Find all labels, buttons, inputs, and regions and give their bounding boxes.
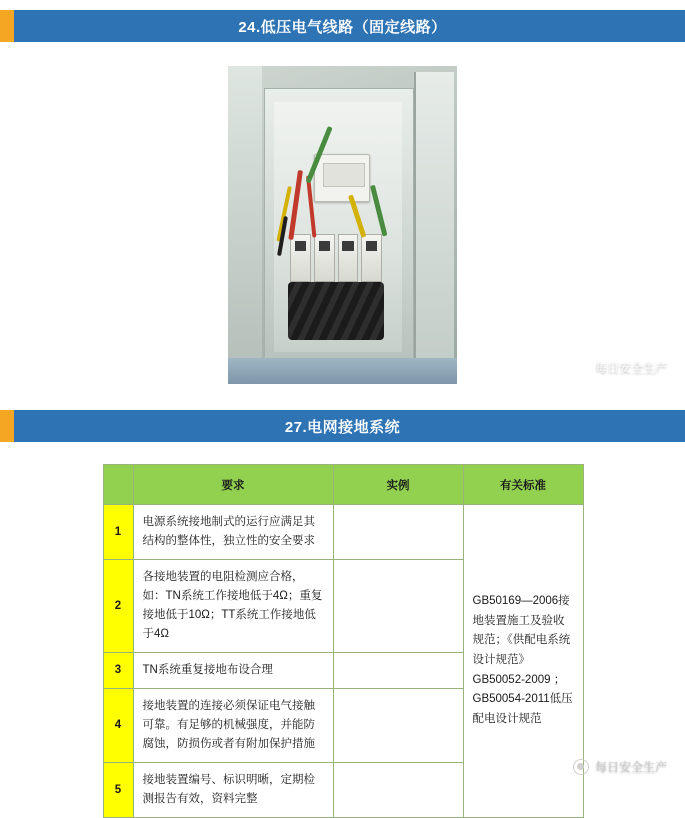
photo-watermark: [573, 359, 667, 376]
row-sample: [333, 652, 463, 688]
table-header-requirement: 要求: [133, 465, 333, 505]
row-sample: [333, 505, 463, 560]
photo-breaker: [314, 234, 335, 282]
row-standard: GB50169—2006接地装置施工及验收规范；《供配电系统设计规范》GB50052-2009 ；GB50054-2011低压配电设计规范: [463, 505, 583, 818]
section-2-title-wrap: [0, 410, 685, 442]
table-row: [103, 505, 583, 560]
photo-wall-left: [228, 66, 262, 384]
grounding-requirements-table: [103, 464, 584, 818]
row-requirement: 电源系统接地制式的运行应满足其结构的整体性，独立性的安全要求: [133, 505, 333, 560]
table-header-index: [103, 465, 133, 505]
row-index: 5: [103, 762, 133, 817]
photo-cabinet-door: [414, 72, 454, 372]
photo-block: [0, 54, 685, 392]
row-index: 1: [103, 505, 133, 560]
grounding-requirements-table-wrap: [103, 464, 583, 818]
table-header-row: [103, 465, 583, 505]
table-header-standard: 有关标准: [463, 465, 583, 505]
photo-breaker: [361, 234, 382, 282]
watermark-text: 每日安全生产: [594, 361, 667, 375]
row-requirement: 接地装置编号、标识明晰，定期检测报告有效，资料完整: [133, 762, 333, 817]
row-requirement: 各接地装置的电阻检测应合格，如：TN系统工作接地低于4Ω；重复接地低于10Ω；TT系统工作接地低于4Ω: [133, 559, 333, 652]
photo-relay-unit: [314, 154, 370, 202]
section-1-title-wrap: [0, 10, 685, 42]
photo-cable-bundle: [288, 282, 384, 340]
table-header-sample: 实例: [333, 465, 463, 505]
photo-breaker: [338, 234, 359, 282]
watermark-text: 每日安全生产: [594, 760, 667, 774]
watermark-logo-icon: [573, 759, 589, 775]
row-index: 2: [103, 559, 133, 652]
bottom-watermark: [573, 758, 667, 775]
photo-breaker-row: [290, 234, 382, 282]
page-root: [0, 10, 685, 805]
section-title-1: 24.低压电气线路（固定线路）: [14, 10, 671, 42]
watermark-logo-icon: [573, 360, 589, 376]
row-index: 3: [103, 652, 133, 688]
photo-breaker: [290, 234, 311, 282]
photo-floor: [228, 358, 457, 384]
row-sample: [333, 762, 463, 817]
row-sample: [333, 688, 463, 762]
row-index: 4: [103, 688, 133, 762]
row-sample: [333, 559, 463, 652]
row-requirement: TN系统重复接地布设合理: [133, 652, 333, 688]
row-requirement: 接地装置的连接必须保证电气接触可靠。有足够的机械强度，并能防腐蚀，防损伤或者有附加保护措施: [133, 688, 333, 762]
electrical-cabinet-photo: [228, 66, 457, 384]
section-title-2: 27.电网接地系统: [14, 410, 671, 442]
